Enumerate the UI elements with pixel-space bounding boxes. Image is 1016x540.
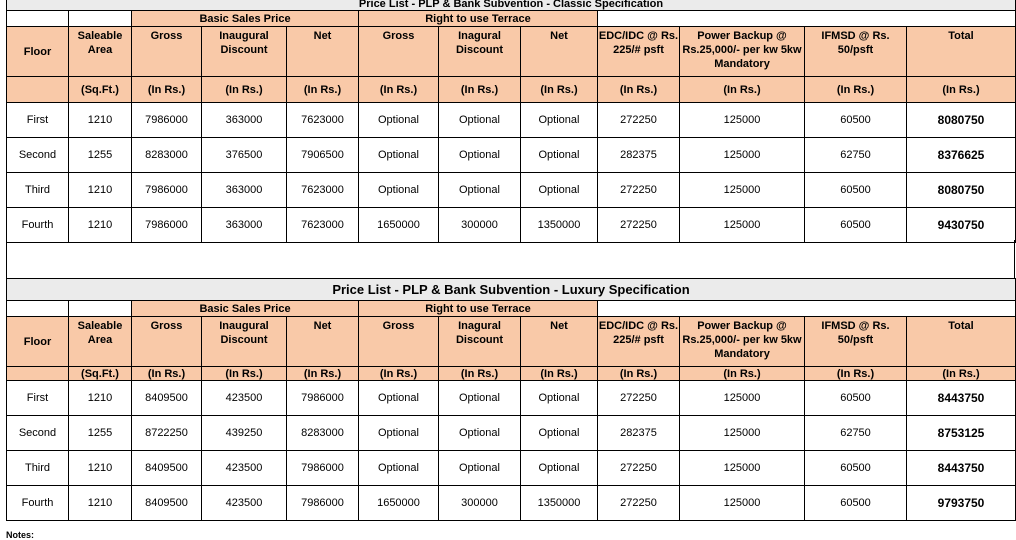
value-cell: Optional [439,173,521,208]
header-power-backup: Power Backup @ Rs.25,000/- per kw 5kw Mandatory [680,27,805,77]
value-cell: 282375 [598,138,680,173]
value-cell: 7623000 [287,103,359,138]
value-cell: 300000 [439,208,521,243]
value-cell: 1210 [69,208,132,243]
header-terrace-net: Net [521,317,598,367]
price-table-luxury [6,278,1016,521]
unit-cell: (In Rs.) [907,367,1016,381]
units-row [7,77,1016,103]
group-terrace: Right to use Terrace [359,301,598,317]
total-cell: 8080750 [907,103,1016,138]
value-cell: 125000 [680,486,805,521]
group-basic-sales: Basic Sales Price [132,301,359,317]
value-cell: Optional [439,103,521,138]
value-cell: 125000 [680,103,805,138]
value-cell: Optional [439,416,521,451]
group-terrace: Right to use Terrace [359,11,598,27]
value-cell: 1210 [69,103,132,138]
value-cell: 60500 [805,208,907,243]
header-net: Net [287,27,359,77]
value-cell: Optional [521,416,598,451]
value-cell: 439250 [202,416,287,451]
value-cell: 60500 [805,486,907,521]
header-terrace-net: Net [521,27,598,77]
unit-cell: (Sq.Ft.) [69,367,132,381]
unit-cell: (In Rs.) [907,77,1016,103]
value-cell: 7986000 [287,451,359,486]
value-cell: Optional [359,416,439,451]
table-body [7,381,1016,521]
value-cell: 363000 [202,208,287,243]
table-row [7,138,1016,173]
value-cell: 1210 [69,486,132,521]
value-cell: 1650000 [359,486,439,521]
floor-cell: Fourth [7,486,69,521]
header-floor: Floor [7,27,69,77]
unit-cell: (In Rs.) [132,367,202,381]
floor-cell: First [7,103,69,138]
table-row [7,173,1016,208]
value-cell: 272250 [598,486,680,521]
value-cell: 300000 [439,486,521,521]
total-cell: 8443750 [907,381,1016,416]
total-cell: 8080750 [907,173,1016,208]
unit-cell: (In Rs.) [359,367,439,381]
value-cell: 60500 [805,103,907,138]
price-table-classic [6,0,1016,243]
value-cell: 60500 [805,451,907,486]
floor-cell: Third [7,173,69,208]
header-saleable-area: Saleable Area [69,27,132,77]
table-title: Price List - PLP & Bank Subvention - Classic Specification [7,0,1016,11]
total-cell: 9430750 [907,208,1016,243]
table-row [7,486,1016,521]
value-cell: 125000 [680,208,805,243]
value-cell: 1210 [69,381,132,416]
value-cell: 7986000 [132,173,202,208]
header-terrace-gross: Gross [359,27,439,77]
unit-cell: (Sq.Ft.) [69,77,132,103]
header-terrace-discount: Inagural Discount [439,317,521,367]
header-inaugural-discount: Inaugural Discount [202,317,287,367]
total-cell: 8753125 [907,416,1016,451]
header-terrace-gross: Gross [359,317,439,367]
value-cell: 62750 [805,138,907,173]
unit-cell: (In Rs.) [680,77,805,103]
value-cell: Optional [521,173,598,208]
unit-cell: (In Rs.) [521,77,598,103]
value-cell: 7986000 [132,103,202,138]
value-cell: 62750 [805,416,907,451]
value-cell: 423500 [202,381,287,416]
floor-cell: First [7,381,69,416]
unit-cell: (In Rs.) [805,367,907,381]
value-cell: 7906500 [287,138,359,173]
unit-cell: (In Rs.) [598,367,680,381]
value-cell: 125000 [680,138,805,173]
table-row [7,208,1016,243]
table-title: Price List - PLP & Bank Subvention - Luxury Specification [7,279,1016,301]
unit-cell: (In Rs.) [680,367,805,381]
value-cell: 8283000 [132,138,202,173]
table-row [7,381,1016,416]
unit-cell: (In Rs.) [202,367,287,381]
value-cell: 60500 [805,173,907,208]
value-cell: 272250 [598,381,680,416]
total-cell: 8443750 [907,451,1016,486]
value-cell: 125000 [680,416,805,451]
value-cell: 7623000 [287,208,359,243]
value-cell: 8409500 [132,486,202,521]
floor-cell: Third [7,451,69,486]
value-cell: 7623000 [287,173,359,208]
header-inaugural-discount: Inaugural Discount [202,27,287,77]
value-cell: 376500 [202,138,287,173]
notes-label: Notes: [6,530,35,540]
value-cell: 1255 [69,138,132,173]
header-power-backup: Power Backup @ Rs.25,000/- per kw 5kw Mandatory [680,317,805,367]
value-cell: 272250 [598,451,680,486]
unit-cell: (In Rs.) [521,367,598,381]
value-cell: 272250 [598,208,680,243]
value-cell: 7986000 [287,381,359,416]
value-cell: Optional [359,451,439,486]
value-cell: 7986000 [132,208,202,243]
header-floor: Floor [7,317,69,367]
value-cell: Optional [521,103,598,138]
unit-cell: (In Rs.) [202,77,287,103]
value-cell: 8283000 [287,416,359,451]
value-cell: 1350000 [521,208,598,243]
header-edc-idc: EDC/IDC @ Rs. 225/# psft [598,27,680,77]
header-saleable-area: Saleable Area [69,317,132,367]
group-basic-sales: Basic Sales Price [132,11,359,27]
value-cell: 60500 [805,381,907,416]
value-cell: Optional [521,138,598,173]
table-body [7,103,1016,243]
unit-cell: (In Rs.) [132,77,202,103]
value-cell: 7986000 [287,486,359,521]
value-cell: 8409500 [132,451,202,486]
value-cell: Optional [359,103,439,138]
value-cell: Optional [439,381,521,416]
total-cell: 9793750 [907,486,1016,521]
value-cell: 363000 [202,103,287,138]
value-cell: Optional [439,451,521,486]
header-gross: Gross [132,27,202,77]
unit-cell: (In Rs.) [287,77,359,103]
value-cell: 423500 [202,451,287,486]
header-net: Net [287,317,359,367]
table-row [7,451,1016,486]
value-cell: 1650000 [359,208,439,243]
value-cell: 125000 [680,381,805,416]
unit-cell: (In Rs.) [439,77,521,103]
value-cell: Optional [359,173,439,208]
header-edc-idc: EDC/IDC @ Rs. 225/# psft [598,317,680,367]
floor-cell: Second [7,138,69,173]
value-cell: Optional [359,381,439,416]
unit-cell: (In Rs.) [287,367,359,381]
floor-cell: Second [7,416,69,451]
table-row [7,416,1016,451]
value-cell: 363000 [202,173,287,208]
unit-cell: (In Rs.) [359,77,439,103]
value-cell: Optional [359,138,439,173]
unit-cell: (In Rs.) [598,77,680,103]
units-row [7,367,1016,381]
header-terrace-discount: Inagural Discount [439,27,521,77]
value-cell: Optional [521,381,598,416]
header-ifmsd: IFMSD @ Rs. 50/psft [805,317,907,367]
header-total: Total [907,27,1016,77]
table-row [7,103,1016,138]
value-cell: 1350000 [521,486,598,521]
unit-cell: (In Rs.) [805,77,907,103]
value-cell: 1255 [69,416,132,451]
value-cell: 8722250 [132,416,202,451]
value-cell: 125000 [680,451,805,486]
value-cell: 125000 [680,173,805,208]
section-spacer [6,240,1015,278]
header-gross: Gross [132,317,202,367]
value-cell: 282375 [598,416,680,451]
value-cell: 8409500 [132,381,202,416]
header-ifmsd: IFMSD @ Rs. 50/psft [805,27,907,77]
header-total: Total [907,317,1016,367]
floor-cell: Fourth [7,208,69,243]
value-cell: 1210 [69,451,132,486]
value-cell: 272250 [598,103,680,138]
value-cell: Optional [521,451,598,486]
value-cell: 1210 [69,173,132,208]
unit-cell: (In Rs.) [439,367,521,381]
value-cell: 423500 [202,486,287,521]
value-cell: Optional [439,138,521,173]
value-cell: 272250 [598,173,680,208]
total-cell: 8376625 [907,138,1016,173]
